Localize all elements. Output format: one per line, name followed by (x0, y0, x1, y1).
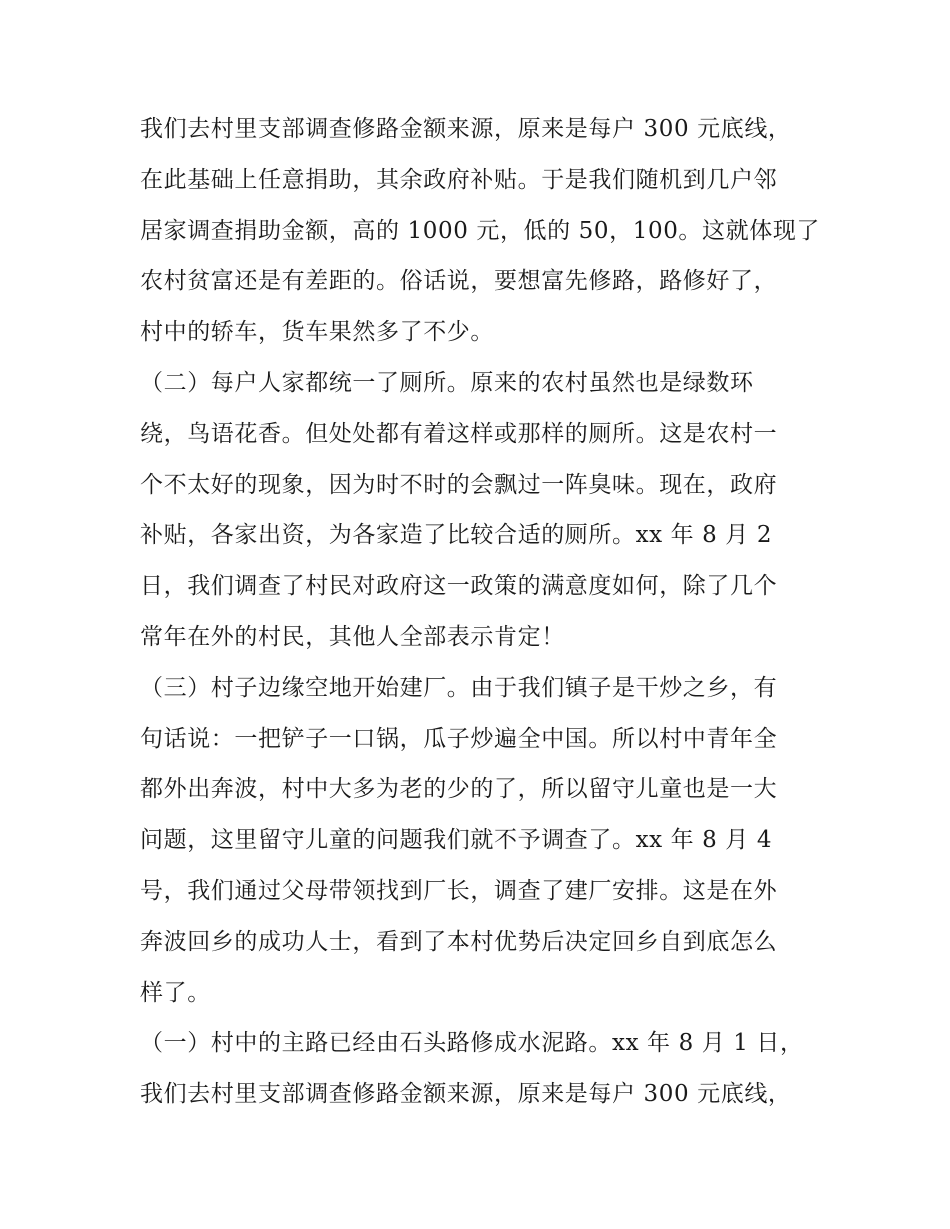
document-body (140, 104, 820, 1120)
text-line: 在此基础上任意捐助，其余政府补贴。于是我们随机到几户邻 (140, 166, 778, 193)
text-line: 我们去村里支部调查修路金额来源，原来是每户 300 元底线， (140, 1081, 792, 1108)
text-line: 村中的轿车，货车果然多了不少。 (140, 319, 494, 346)
text-line: （一）村中的主路已经由石头路修成水泥路。xx 年 8 月 1 日， (140, 1030, 804, 1057)
text-line: 我们去村里支部调查修路金额来源，原来是每户 300 元底线， (140, 116, 792, 142)
text-line: 句话说：一把铲子一口锅，瓜子炒遍全中国。所以村中青年全 (140, 725, 778, 752)
text-line: 补贴，各家出资，为各家造了比较合适的厕所。xx 年 8 月 2 (140, 522, 773, 549)
text-line: 样了。 (140, 979, 211, 1006)
text-line: 奔波回乡的成功人士，看到了本村优势后决定回乡自到底怎么 (140, 928, 778, 955)
text-line: 农村贫富还是有差距的。俗话说，要想富先修路，路修好了， (140, 268, 778, 295)
text-line: 日，我们调查了村民对政府这一政策的满意度如何，除了几个 (140, 573, 778, 600)
text-line: 个不太好的现象，因为时不时的会飘过一阵臭味。现在，政府 (140, 471, 778, 498)
text-line: 号，我们通过父母带领找到厂长，调查了建厂安排。这是在外 (140, 877, 778, 904)
text-line: 常年在外的村民，其他人全部表示肯定！ (140, 623, 565, 650)
text-line: 都外出奔波，村中大多为老的少的了，所以留守儿童也是一大 (140, 776, 778, 803)
text-line: 绕，鸟语花香。但处处都有着这样或那样的厕所。这是农村一 (140, 420, 778, 447)
text-line: 问题，这里留守儿童的问题我们就不予调查了。xx 年 8 月 4 (140, 827, 773, 854)
text-line: （二）每户人家都统一了厕所。原来的农村虽然也是绿数环 (140, 369, 754, 396)
text-line: 居家调查捐助金额，高的 1000 元，低的 50，100。这就体现了 (140, 217, 821, 244)
text-line: （三）村子边缘空地开始建厂。由于我们镇子是干炒之乡，有 (140, 674, 778, 701)
